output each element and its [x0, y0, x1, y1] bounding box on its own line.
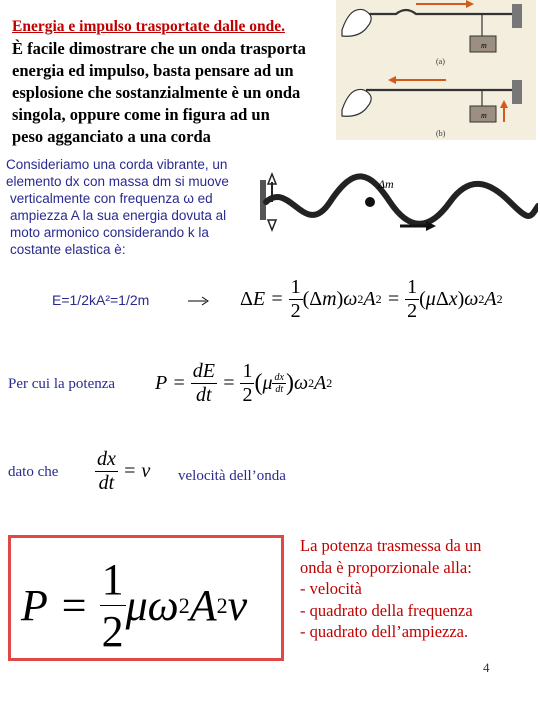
description-line: costante elastica è: — [10, 242, 126, 257]
mass-element — [365, 197, 375, 207]
conclusion-line: onda è proporzionale alla: — [300, 557, 472, 577]
description-line: moto armonico considerando k la — [10, 225, 209, 240]
conclusion-line: La potenza trasmessa da un — [300, 536, 482, 555]
energy-equation: Δ E = $\frac{1}{2}$ (Δ m ) ω 2 A 2 = $\frac{1}{2}$ ( μ Δ x ) ω 2 A 2 — [240, 276, 503, 322]
intro-line: singola, oppure come in figura ad un — [12, 105, 270, 124]
intro-line: esplosione che sostanzialmente è un onda — [12, 83, 301, 102]
energy-text: E=1/2kA²=1/2m — [52, 292, 150, 308]
label-a: (a) — [436, 57, 445, 66]
intro-line: È facile dimostrare che un onda trasporta — [12, 39, 306, 58]
label-b: (b) — [436, 129, 446, 138]
velocity-label: velocità dell’onda — [178, 468, 286, 484]
wall-b — [512, 80, 522, 104]
page-title: Energia e impulso trasportate dalle onde. — [12, 18, 285, 35]
delta-m-label: Δm — [378, 177, 394, 191]
description-paragraph — [6, 156, 251, 258]
rope-mass-figure — [336, 0, 536, 140]
mass-b-label: m — [481, 111, 487, 120]
wave-rope — [266, 176, 538, 223]
wall-a — [512, 4, 522, 28]
conclusion-line: - quadrato dell’ampiezza. — [300, 622, 469, 641]
conclusion-paragraph — [300, 535, 481, 643]
page-number: 4 — [483, 660, 490, 675]
potenza-label: Per cui la potenza — [8, 376, 116, 392]
intro-line: energia ed impulso, basta pensare ad un — [12, 61, 294, 80]
dato-che-label: dato che — [8, 464, 59, 480]
hand-b — [342, 89, 371, 116]
final-equation-box — [8, 535, 284, 661]
description-line: Consideriamo una corda vibrante, un — [6, 157, 228, 172]
conclusion-line: - velocità — [300, 579, 362, 598]
power-equation: P = $\frac{dE}{dt}$ = $\frac{1}{2}$ ( μ $\frac{dx}{dt}$ ) ω 2 A 2 — [155, 360, 333, 406]
conclusion-line: - quadrato della frequenza — [300, 600, 473, 620]
wave-illustration — [250, 160, 538, 250]
rope-mass-illustration — [336, 0, 536, 140]
wave-figure — [250, 160, 538, 250]
intro-paragraph — [12, 38, 332, 148]
velocity-equation: $\frac{dx}{dt}$ = v — [97, 448, 151, 494]
rope-a — [366, 10, 512, 14]
description-line: elemento dx con massa dm si muove — [6, 174, 229, 189]
final-power-equation: P = $\frac{1}{2}$ μω 2 A 2 v — [21, 555, 248, 656]
description-line: ampiezza A la sua energia dovuta al — [10, 208, 227, 223]
hand-a — [342, 9, 371, 36]
mass-a-label: m — [481, 41, 487, 50]
right-arrow-icon — [188, 296, 210, 306]
description-line: verticalmente con frequenza ω ed — [10, 191, 213, 206]
intro-line: peso agganciato a una corda — [12, 127, 211, 146]
